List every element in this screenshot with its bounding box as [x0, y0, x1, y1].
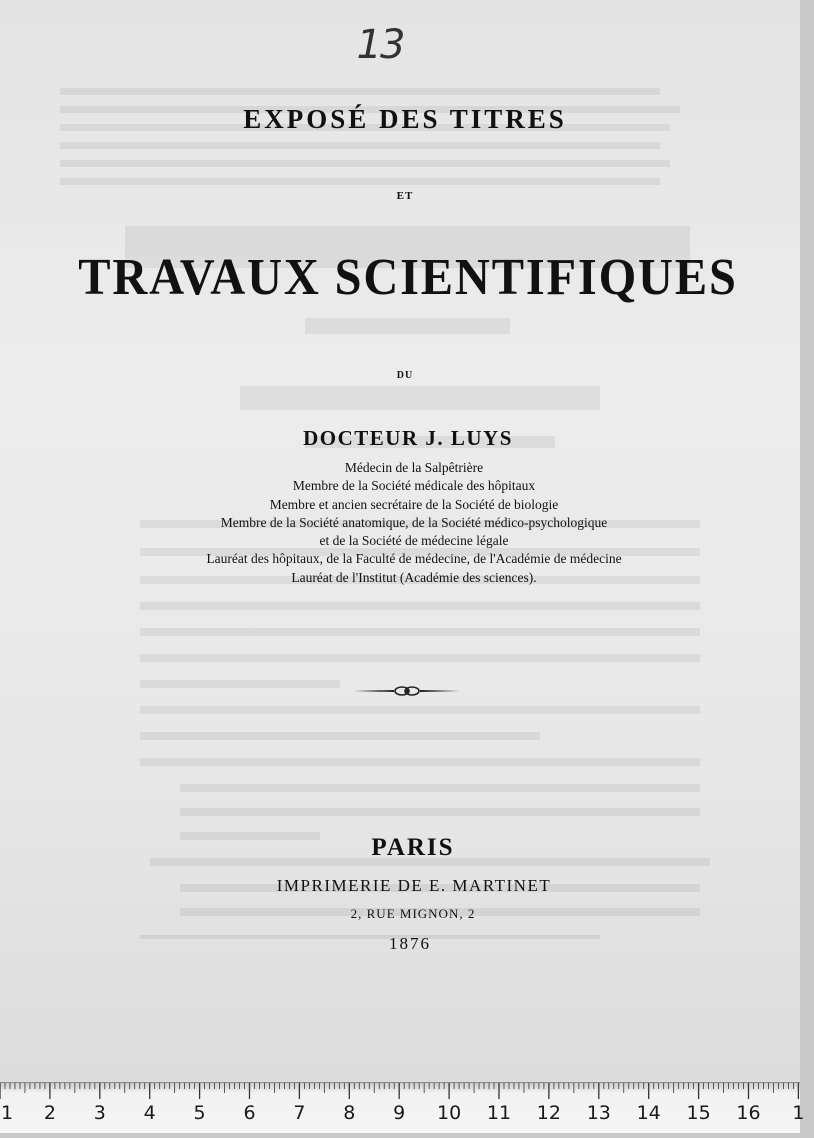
- ornamental-divider: [352, 684, 462, 698]
- page-folio-number: 13: [356, 22, 404, 68]
- ruler-label: 14: [636, 1102, 661, 1124]
- ruler-label: 16: [736, 1102, 761, 1124]
- ruler-label: 1: [792, 1102, 805, 1124]
- ruler-label: 5: [193, 1102, 206, 1124]
- ruler-label: 4: [143, 1102, 156, 1124]
- ruler-label: 12: [536, 1102, 561, 1124]
- author-name: DOCTEUR J. LUYS: [303, 426, 513, 450]
- ruler-label: 3: [93, 1102, 106, 1124]
- ruler-label: 1: [1, 1102, 14, 1124]
- qualification-line: Membre et ancien secrétaire de la Société de biologie: [269, 496, 559, 512]
- imprint-address: 2, RUE MIGNON, 2: [350, 906, 476, 921]
- author-qualifications: [14, 459, 814, 587]
- imprint-printer: IMPRIMERIE DE E. MARTINET: [276, 876, 552, 895]
- ruler-label: 2: [43, 1102, 56, 1124]
- qualification-line: Membre de la Société médicale des hôpitaux: [292, 478, 536, 494]
- qualification-line: Lauréat de l'Institut (Académie des sciences).: [291, 569, 537, 585]
- measuring-ruler: [0, 1082, 805, 1133]
- title-line-2: TRAVAUX SCIENTIFIQUES: [78, 249, 738, 306]
- ruler-label: 6: [243, 1102, 256, 1124]
- qualification-line: Médecin de la Salpêtrière: [344, 460, 484, 475]
- qualification-line: Membre de la Société anatomique, de la Société médico-psychologique: [220, 514, 608, 530]
- ruler-label: 8: [343, 1102, 356, 1124]
- ruler-label: 9: [393, 1102, 406, 1124]
- ruler-scale: [0, 1083, 805, 1133]
- title-conjunction: ET: [396, 190, 414, 202]
- ruler-label: 13: [586, 1102, 611, 1124]
- ruler-label: 7: [293, 1102, 306, 1124]
- imprint-city: PARIS: [371, 834, 455, 861]
- ruler-label: 11: [486, 1102, 512, 1124]
- author-preposition: DU: [396, 370, 414, 381]
- ruler-label: 15: [686, 1102, 711, 1124]
- ruler-label: 10: [437, 1102, 462, 1124]
- imprint-year: 1876: [389, 934, 431, 953]
- title-line-1: EXPOSÉ DES TITRES: [243, 104, 567, 134]
- qualification-line: et de la Société de médecine légale: [319, 533, 509, 549]
- qualification-line: Lauréat des hôpitaux, de la Faculté de médecine, de l'Académie de médecine: [206, 551, 622, 567]
